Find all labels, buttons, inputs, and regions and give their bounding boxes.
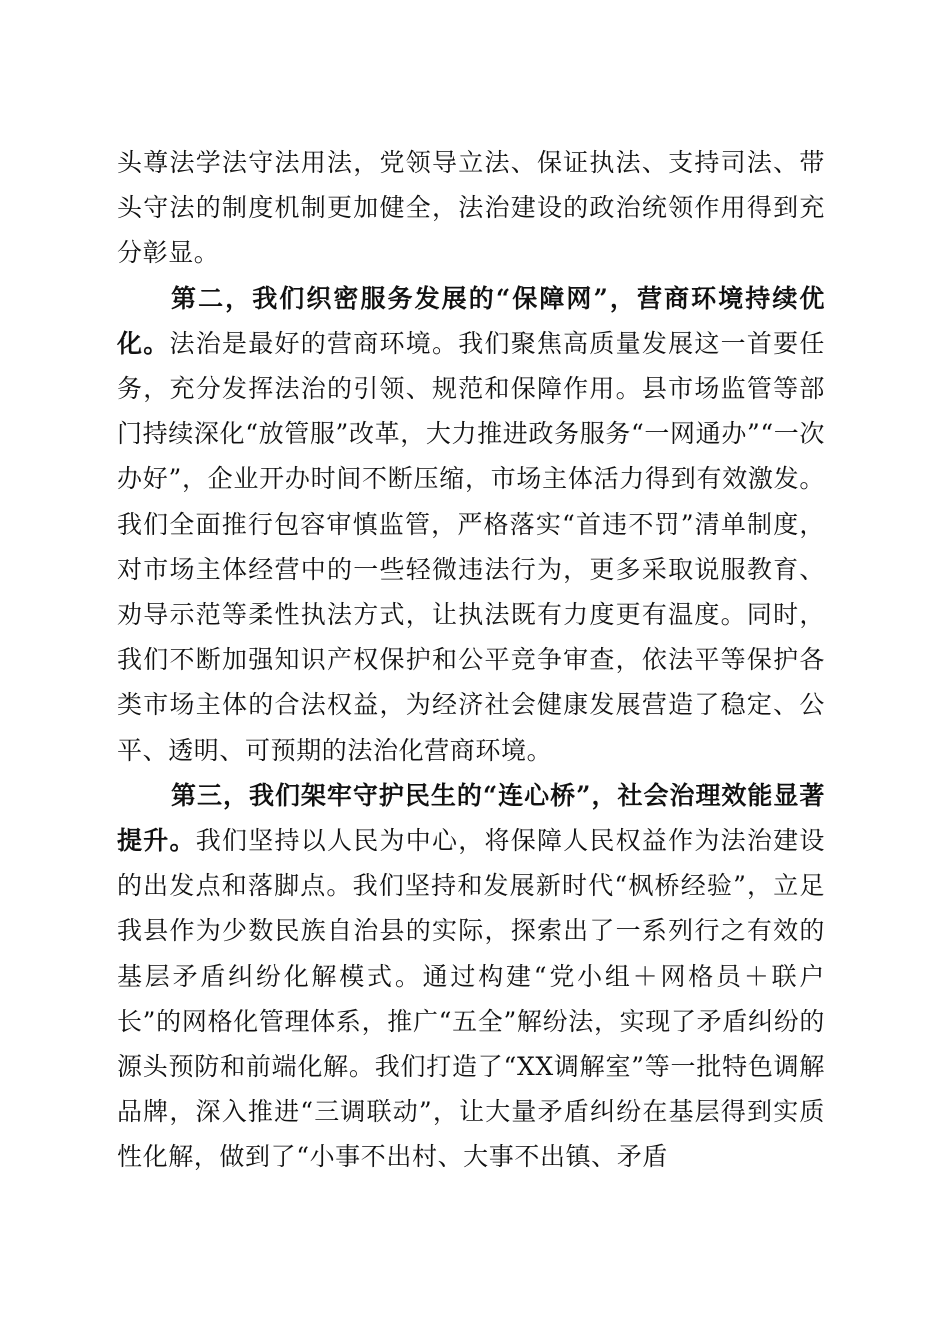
paragraph-continuation	[117, 140, 825, 276]
paragraph-lead-sentence: 第二，我们织密服务发展的“保障网”，营商环境持续优化。	[117, 283, 825, 358]
paragraph-third-point	[117, 773, 825, 1180]
paragraph-text: 法治是最好的营商环境。我们聚焦高质量发展这一首要任务，充分发挥法治的引领、规范和保障作用。县市场监管等部门持续深化“放管服”改革，大力推进政务服务“一网通办”“一次办好”，企业开办时间不断压缩，市场主体活力得到有效激发。我们全面推行包容审慎监管，严格落实“首违不罚”清单制度，对市场主体经营中的一些轻微违法行为，更多采取说服教育、劝导示范等柔性执法方式，让执法既有力度更有温度。同时，我们不断加强知识产权保护和公平竞争审查，依法平等保护各类市场主体的合法权益，为经济社会健康发展营造了稳定、公平、透明、可预期的法治化营商环境。	[117, 328, 825, 765]
paragraph-text: 头尊法学法守法用法，党领导立法、保证执法、支持司法、带头守法的制度机制更加健全，法治建设的政治统领作用得到充分彰显。	[117, 148, 825, 268]
paragraph-lead-sentence: 第三，我们架牢守护民生的“连心桥”，社会治理效能显著提升。	[117, 780, 825, 856]
paragraph-second-point	[117, 276, 825, 773]
document-body	[117, 140, 825, 1180]
paragraph-text: 我们坚持以人民为中心，将保障人民权益作为法治建设的出发点和落脚点。我们坚持和发展新时代“枫桥经验”，立足我县作为少数民族自治县的实际，探索出了一系列行之有效的基层矛盾纠纷化解模式。通过构建“党小组＋网格员＋联户长”的网格化管理体系，推广“五全”解纷法，实现了矛盾纠纷的源头预防和前端化解。我们打造了“XX调解室”等一批特色调解品牌，深入推进“三调联动”，让大量矛盾纠纷在基层得到实质性化解，做到了“小事不出村、大事不出镇、矛盾	[117, 826, 825, 1172]
